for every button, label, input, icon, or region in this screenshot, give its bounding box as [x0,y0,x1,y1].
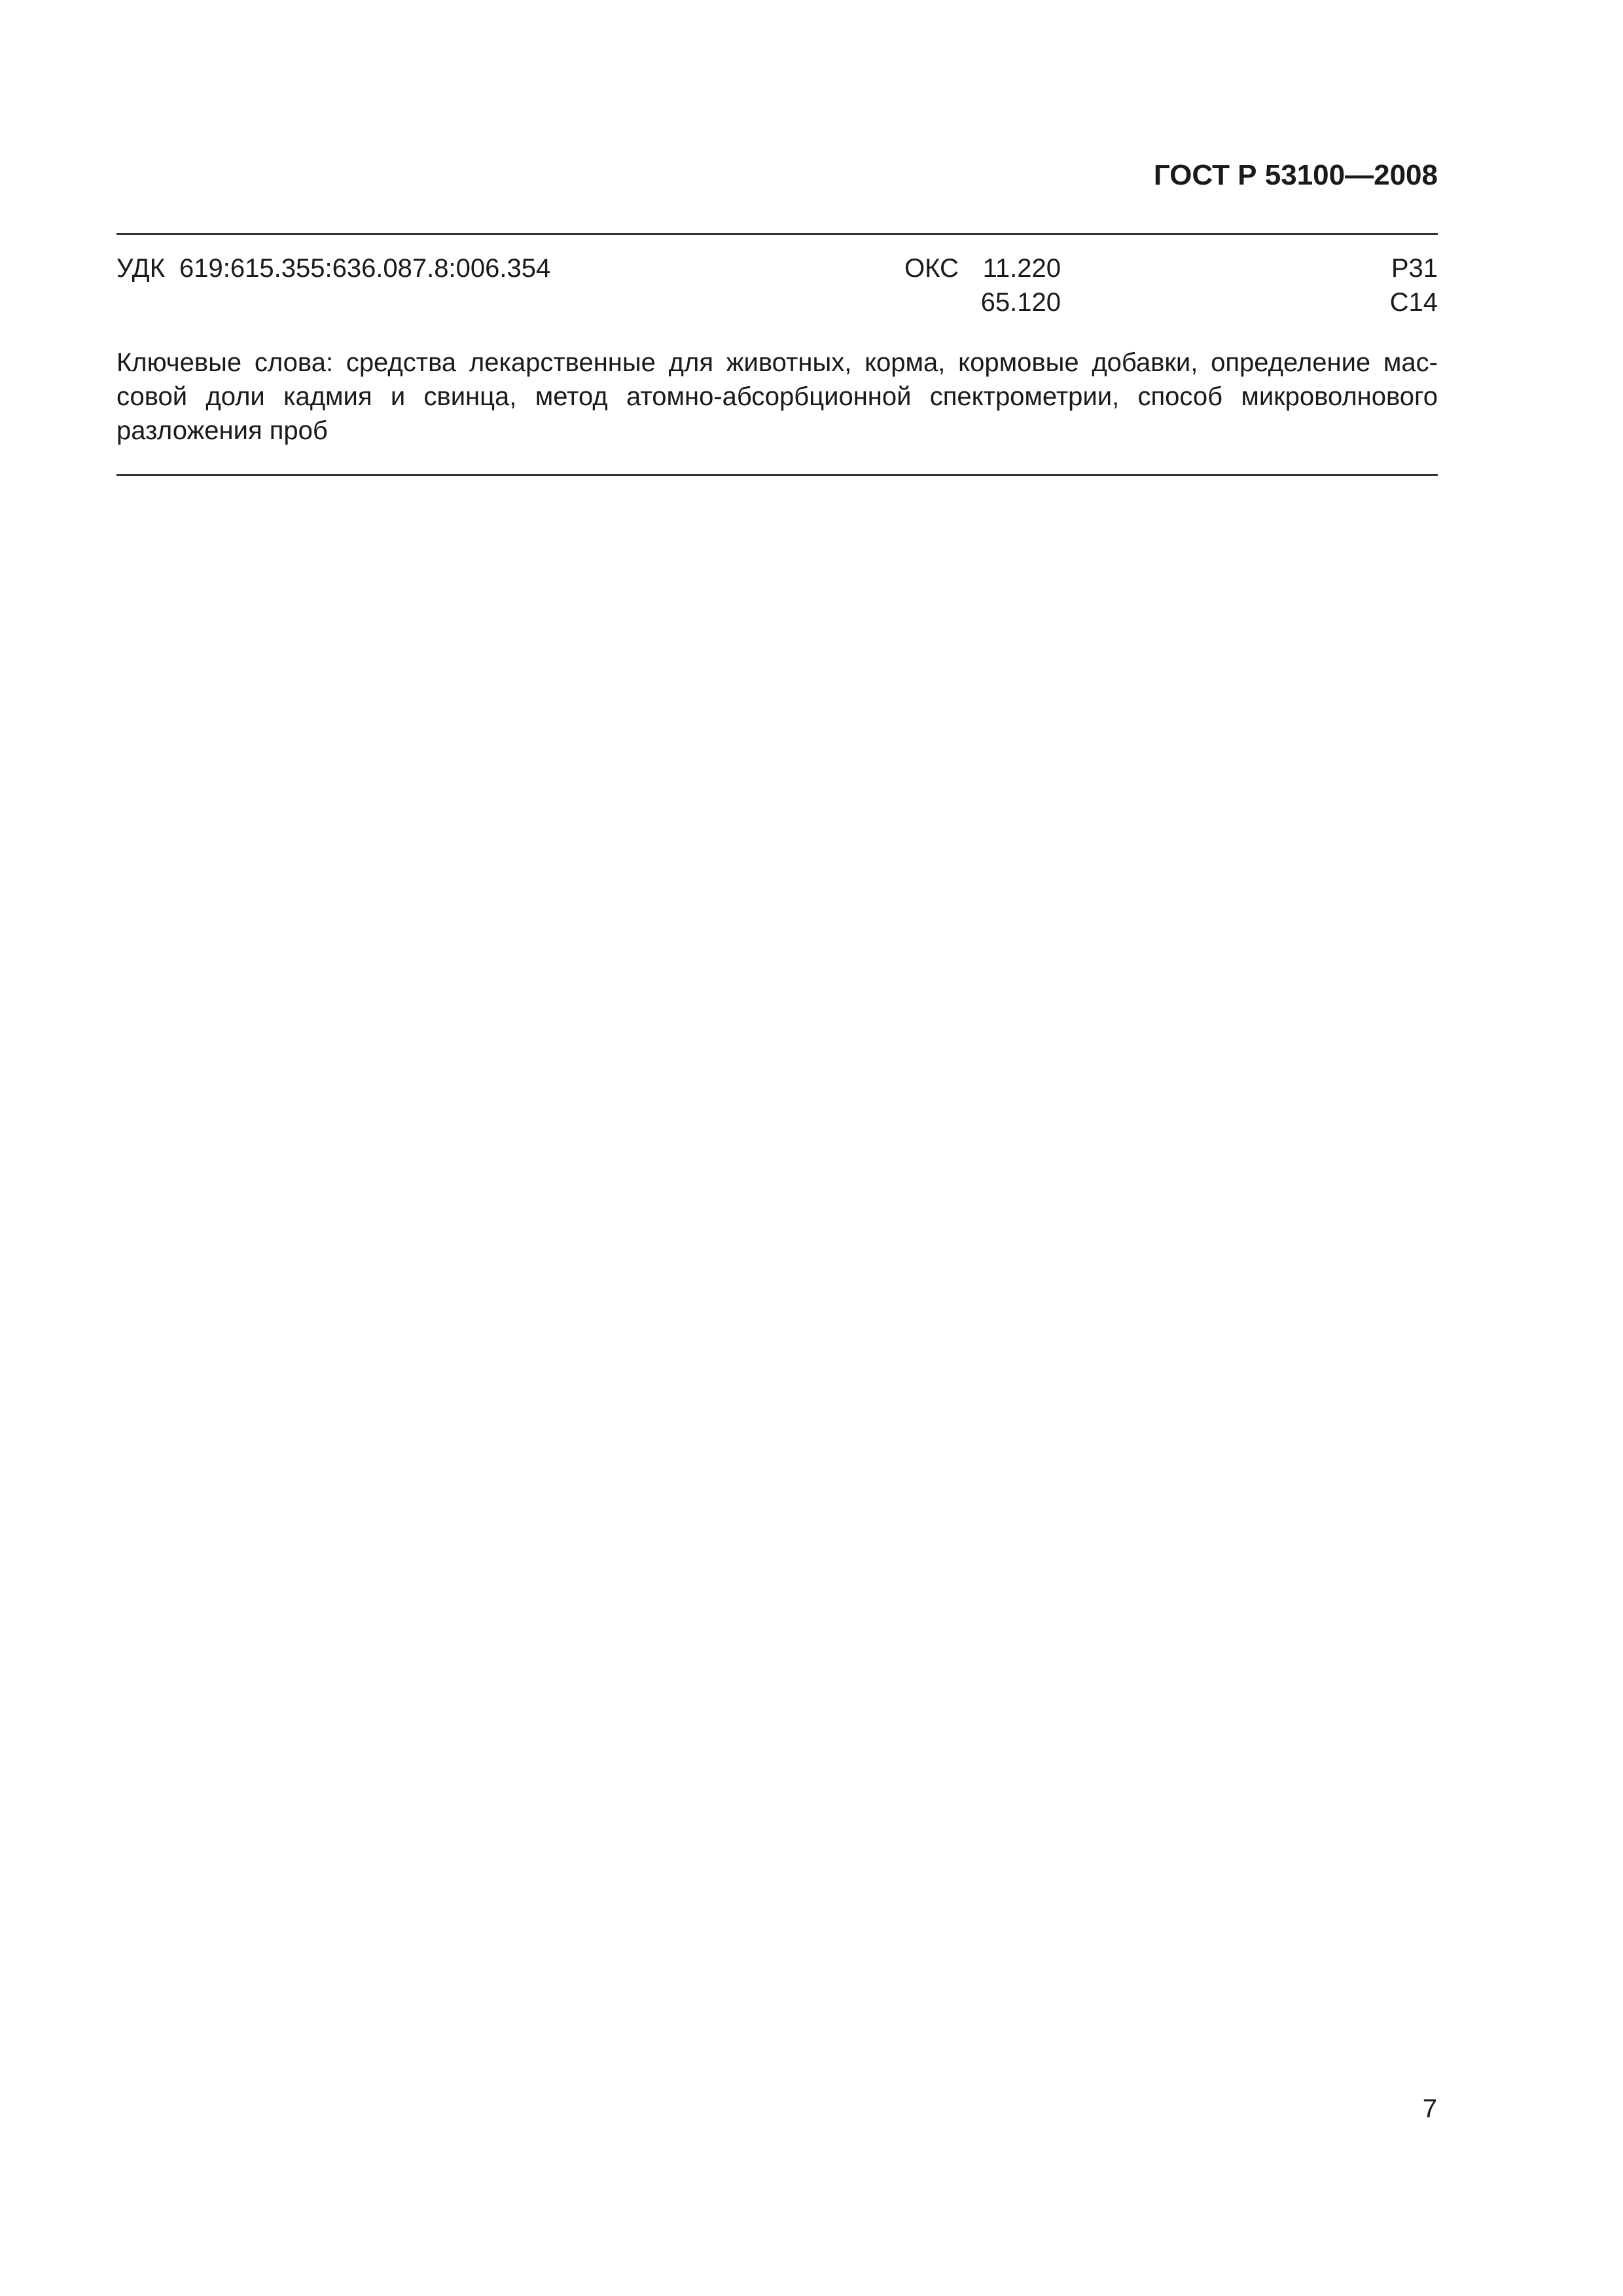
classification-block [116,251,1438,323]
oks-code: 11.220 [982,254,1061,283]
oks-code: 65.120 [980,288,1061,317]
udc-entry [116,251,550,285]
okstu-code: Р31 [1391,254,1438,283]
top-divider [116,233,1438,235]
okstu-codes [1390,251,1438,319]
document-code: ГОСТ Р 53100—2008 [1153,159,1438,191]
keywords-paragraph: Ключевые слова: средства лекарственные для животных, корма, кормовые добавки, определение массовой доли кадмия и свинца, метод атомно-абсорбционной спектрометрии, способ микроволнового разложения проб [116,348,1438,445]
oks-codes [976,251,1061,319]
okstu-code: С14 [1389,288,1438,317]
udc-value: 619:615.355:636.087.8:006.354 [179,254,551,283]
bottom-divider [116,474,1438,476]
page-number: 7 [1422,2094,1437,2123]
udc-label: УДК [116,254,166,283]
oks-label: ОКС [904,254,959,283]
